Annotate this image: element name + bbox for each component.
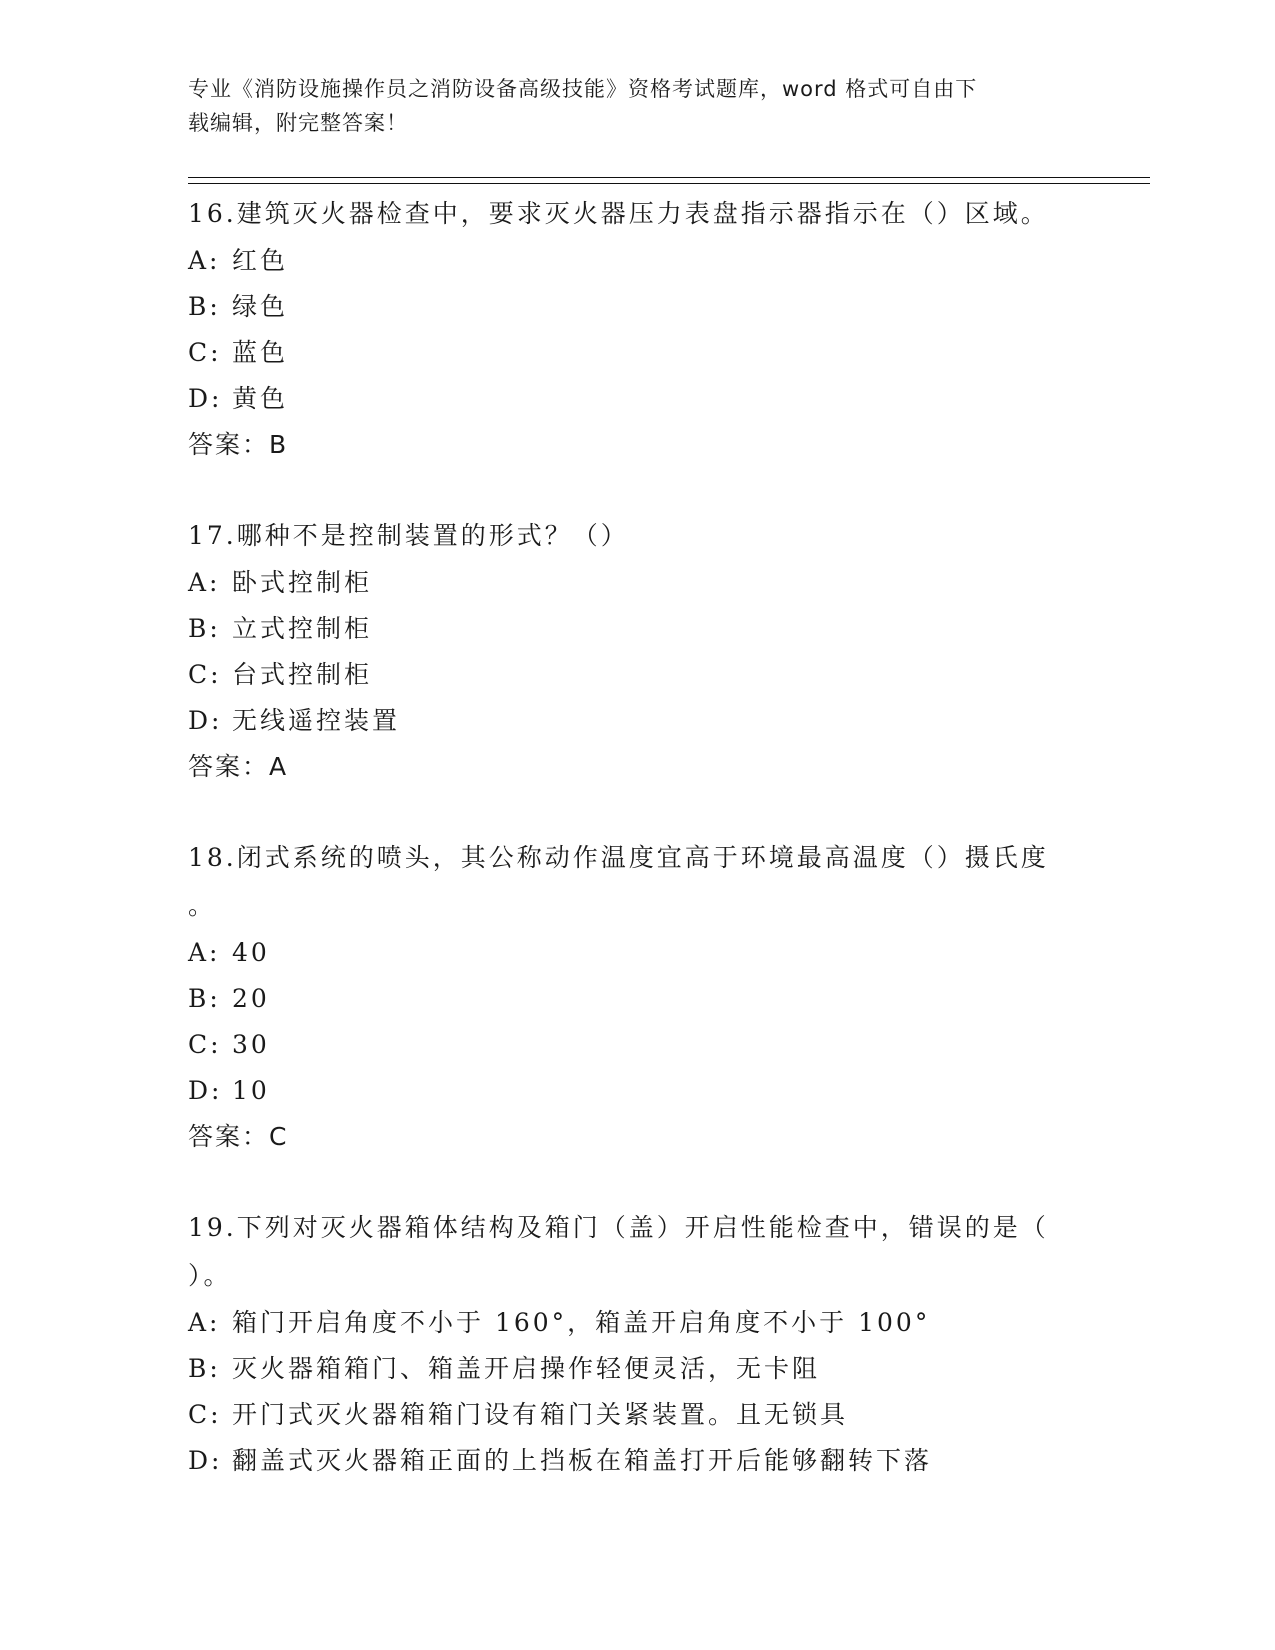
option-b [188, 606, 1088, 652]
question-16 [188, 190, 1088, 468]
header-divider-top [188, 177, 1150, 178]
option-b [188, 976, 1088, 1022]
option-text: 40 [232, 938, 270, 967]
option-text: 10 [232, 1076, 270, 1105]
option-d [188, 376, 1088, 422]
option-d [188, 1068, 1088, 1114]
option-key: A: [188, 568, 221, 597]
question-list [188, 190, 1088, 1528]
option-key: D: [188, 1446, 223, 1475]
question-text: 16.建筑灭火器检查中，要求灭火器压力表盘指示器指示在（）区域。 [188, 199, 1049, 228]
option-key: A: [188, 246, 221, 275]
option-text: 灭火器箱箱门、箱盖开启操作轻便灵活，无卡阻 [232, 1354, 821, 1383]
question-18 [188, 834, 1088, 1160]
option-key: D: [188, 1076, 223, 1105]
option-key: C: [188, 1400, 222, 1429]
option-text: 箱门开启角度不小于 160°，箱盖开启角度不小于 100° [232, 1308, 931, 1337]
question-text-continued: 。 [188, 891, 217, 920]
option-c [188, 330, 1088, 376]
option-d [188, 698, 1088, 744]
option-key: C: [188, 1030, 222, 1059]
option-text: 30 [232, 1030, 270, 1059]
answer: 答案：B [188, 430, 289, 459]
option-b [188, 284, 1088, 330]
option-key: B: [188, 1354, 221, 1383]
option-text: 红色 [232, 246, 289, 275]
question-text: 17.哪种不是控制装置的形式？（） [188, 521, 629, 550]
option-key: A: [188, 938, 221, 967]
option-c [188, 652, 1088, 698]
option-key: D: [188, 384, 223, 413]
option-text: 蓝色 [232, 338, 289, 367]
question-text: 18.闭式系统的喷头，其公称动作温度宜高于环境最高温度（）摄氏度 [188, 843, 1049, 872]
option-key: C: [188, 660, 222, 689]
option-text: 绿色 [232, 292, 289, 321]
option-key: B: [188, 292, 221, 321]
option-c [188, 1392, 1088, 1438]
option-text: 开门式灭火器箱箱门设有箱门关紧装置。且无锁具 [232, 1400, 849, 1429]
option-text: 20 [232, 984, 270, 1013]
option-text: 卧式控制柜 [232, 568, 373, 597]
option-a [188, 930, 1088, 976]
option-a [188, 560, 1088, 606]
header-line-1: 专业《消防设施操作员之消防设备高级技能》资格考试题库，word 格式可自由下 [188, 77, 978, 101]
option-key: A: [188, 1308, 221, 1337]
option-d [188, 1438, 1088, 1484]
option-a [188, 1300, 1088, 1346]
option-key: D: [188, 706, 223, 735]
document-header [188, 72, 1068, 140]
answer: 答案：C [188, 1122, 289, 1151]
option-text: 无线遥控装置 [232, 706, 401, 735]
option-text: 黄色 [232, 384, 289, 413]
option-text: 台式控制柜 [232, 660, 373, 689]
option-a [188, 238, 1088, 284]
option-key: B: [188, 984, 221, 1013]
question-19 [188, 1204, 1088, 1484]
question-17 [188, 512, 1088, 790]
option-key: B: [188, 614, 221, 643]
option-key: C: [188, 338, 222, 367]
header-line-2: 载编辑，附完整答案！ [188, 111, 408, 135]
header-divider-bottom [188, 183, 1150, 184]
option-c [188, 1022, 1088, 1068]
option-text: 翻盖式灭火器箱正面的上挡板在箱盖打开后能够翻转下落 [232, 1446, 933, 1475]
option-b [188, 1346, 1088, 1392]
question-text: 19.下列对灭火器箱体结构及箱门（盖）开启性能检查中，错误的是（ [188, 1213, 1049, 1242]
answer: 答案：A [188, 752, 289, 781]
option-text: 立式控制柜 [232, 614, 373, 643]
question-text-continued: ）。 [188, 1261, 232, 1290]
